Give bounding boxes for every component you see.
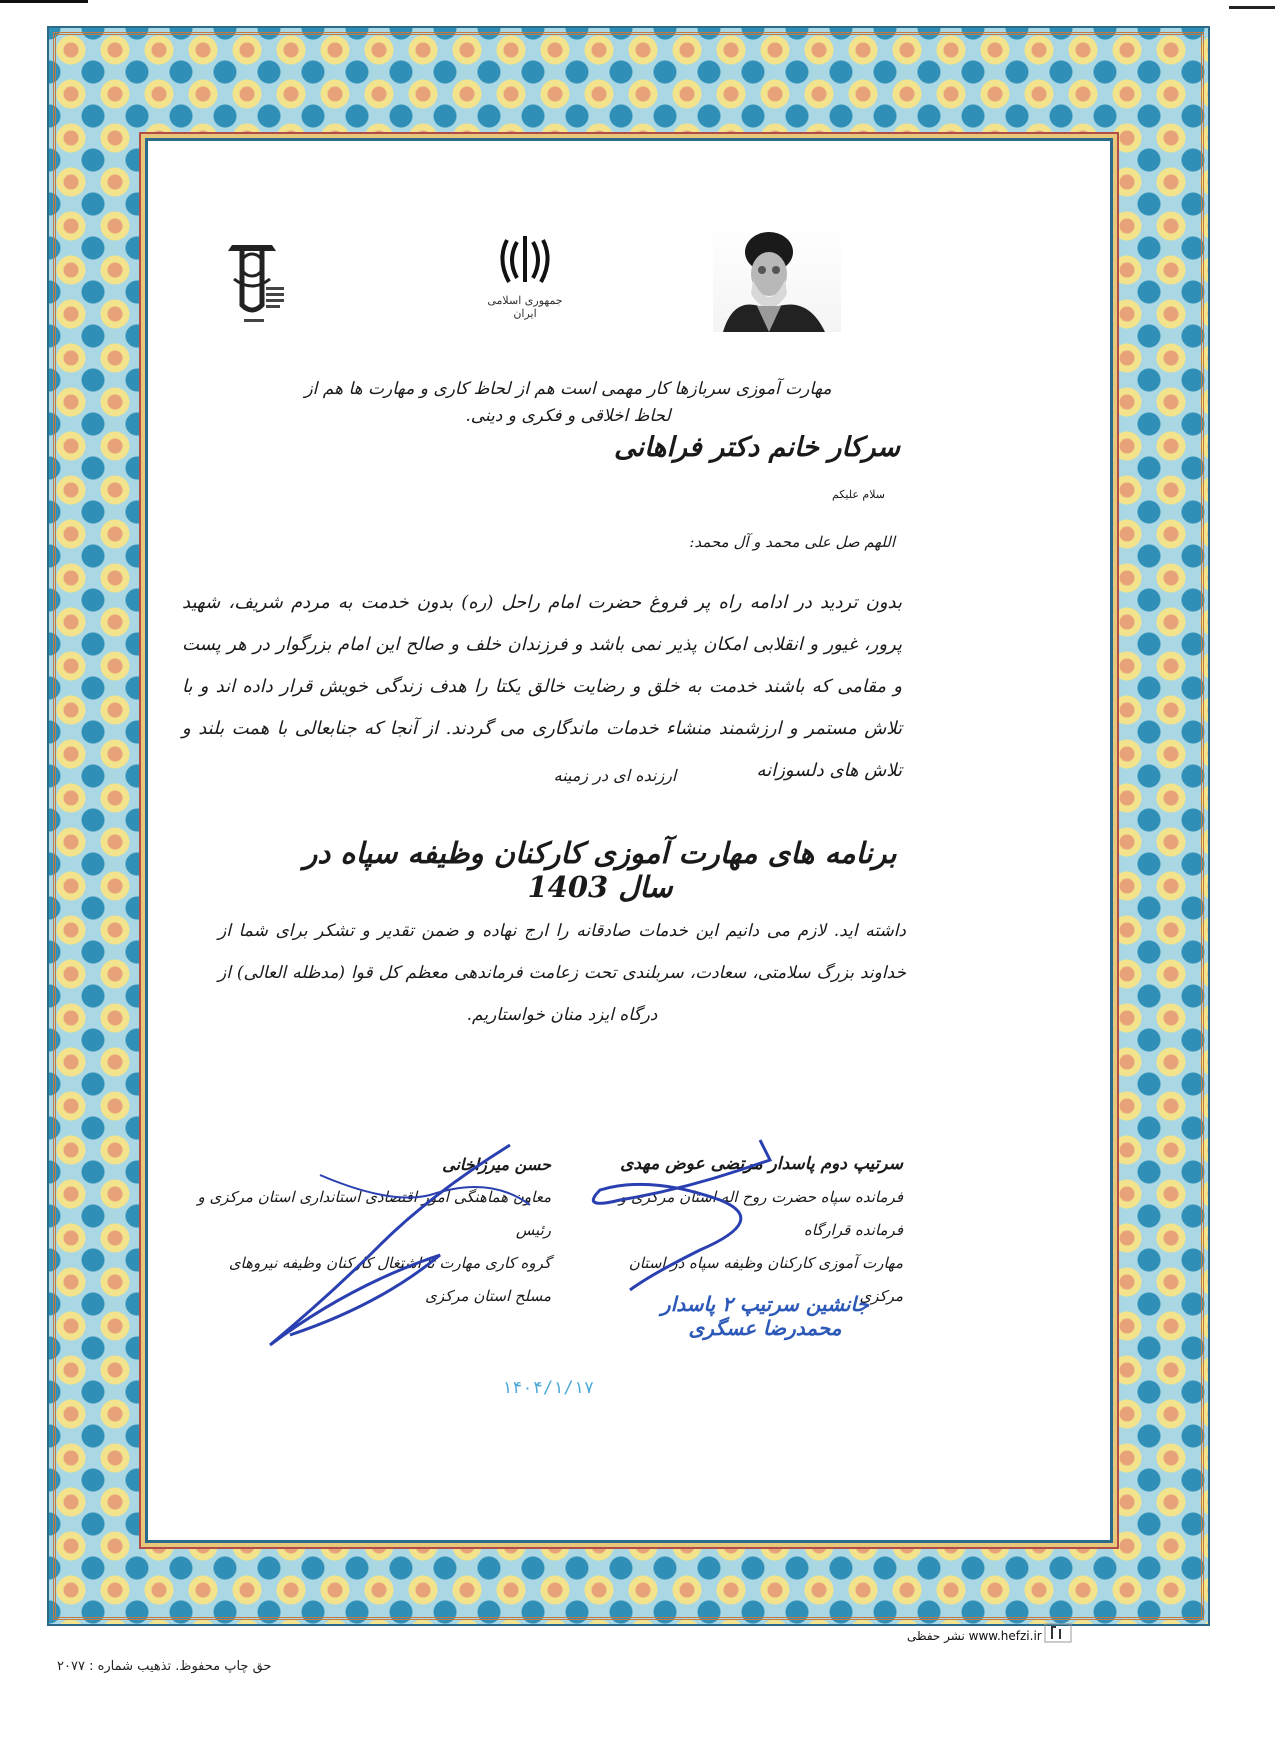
publisher-logo-icon [1043,1621,1073,1645]
signatory-title-right-1: فرمانده سپاه حضرت روح اله استان مرکزی و فرمانده قرارگاه [618,1188,903,1239]
program-title: برنامه های مهارت آموزی کارکنان وظیفه سپاه در سال 1403 [303,836,897,904]
greeting: سلام علیکم [831,488,885,501]
signature-block-right [598,1148,903,1313]
iran-caption: جمهوری اسلامی ایران [487,294,563,320]
scan-edge-mark [0,0,88,3]
salavat-line: اللهم صل علی محمد و آل محمد: [689,533,895,551]
iran-emblem-icon [495,232,555,288]
mid-line: ارزنده ای در زمینه [553,766,677,785]
irgc-emblem-icon [214,235,290,327]
signatory-title-left-2: گروه کاری مهارت تا اشتغال کارکنان وظیفه نیروهای مسلح استان مرکزی [228,1254,551,1305]
signatory-name-right: سرتیپ دوم پاسدار مرتضی عوض مهدی [620,1154,903,1174]
signatory-title-right-2: مهارت آموزی کارکنان وظیفه سپاه در استان مرکزی [628,1254,903,1305]
leader-quote: مهارت آموزی سربازها کار مهمی است هم از لحاظ کاری و مهارت ها هم از لحاظ اخلاقی و فکری و دینی. [304,379,832,426]
scan-edge-mark-right [1229,6,1275,9]
issue-date: ۱۴۰۴/۱/۱۷ [501,1378,595,1398]
iran-emblem [475,232,575,320]
recipient-name: سرکار خانم دکتر فراهانی [614,432,900,463]
signatory-title-left-1: معاون هماهنگی امور اقتصادی استانداری استان مرکزی و رئیس [197,1188,551,1239]
portrait-icon [713,222,841,332]
signature-block-left [196,1148,551,1313]
footer-copyright: حق چاپ محفوظ. تذهیب شماره : ۲۰۷۷ [57,1659,272,1674]
footer-site: www.hefzi.ir نشر حفظی [907,1629,1042,1643]
body-paragraph: بدون تردید در ادامه راه پر فروغ حضرت امام راحل (ره) بدون خدمت به مردم شریف، شهید پرور، غیور و انقلابی امکان پذیر نمی باشد و فرزندان خلف و صالح این امام بزرگوار در هر پست و مقامی که باشند خدمت به خلق و رضایت خالق یکتا را هدف زندگی خویش قرار داده اند و با تلاش مستمر و ارزشمند منشاء خدمات ماندگاری می گردند. از آنجا که جنابعالی با همت بلند و تلاش های دلسوزانه [182,592,902,781]
signatory-name-left: حسن میرزاخانی [442,1155,551,1174]
closing-paragraph: داشته اید. لازم می دانیم این خدمات صادقانه را ارج نهاده و ضمن تقدیر و تشکر برای شما از خداوند بزرگ سلامتی، سعادت، سربلندی تحت زعامت فرماندهی معظم کل قوا (مدظله العالی) از درگاه ایزد منان خواستاریم. [218,921,906,1025]
stamp-line: جانشین سرتیپ ۲ پاسدار محمدرضا عسگری [661,1292,869,1340]
